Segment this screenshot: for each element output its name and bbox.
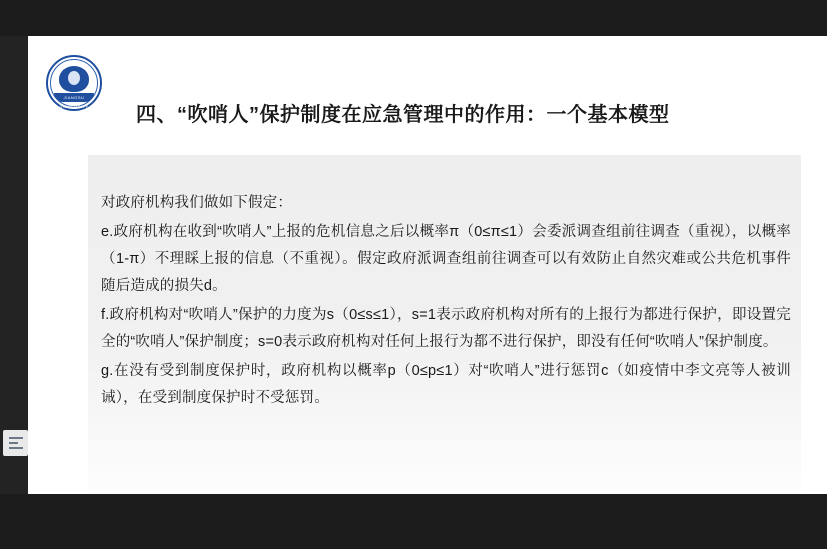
emblem-crest [59, 66, 89, 92]
university-emblem-icon [46, 55, 104, 113]
notes-line-1 [9, 437, 23, 439]
emblem-band-text: JIANGSU UNIVERSITY [59, 95, 89, 109]
paragraph-intro: 对政府机构我们做如下假定： [101, 195, 293, 211]
notes-line-2 [9, 442, 18, 444]
notes-panel-icon[interactable] [3, 430, 28, 456]
notes-line-3 [9, 447, 23, 449]
left-rail [0, 36, 28, 494]
content-panel [88, 155, 801, 496]
paragraph-assumption-f: f.政府机构对“吹哨人”保护的力度为s（0≤s≤1），s=1表示政府机构对所有的上报行为都进行保护，即设置完全的“吹哨人”保护制度；s=0表示政府机构对任何上报行为都不进行保护，即没有任何“吹哨人”保护制度。 [101, 307, 791, 350]
top-letterbox-bar [0, 0, 827, 36]
bottom-letterbox-bar [0, 494, 827, 549]
slide-canvas [28, 36, 827, 494]
paragraph-assumption-g: g.在没有受到制度保护时，政府机构以概率p（0≤p≤1）对“吹哨人”进行惩罚c（如疫情中李文亮等人被训诫），在受到制度保护时不受惩罚。 [101, 363, 791, 406]
content-text-block [101, 190, 791, 414]
paragraph-assumption-e: e.政府机构在收到“吹哨人”上报的危机信息之后以概率π（0≤π≤1）会委派调查组前往调查（重视），以概率（1-π）不理睬上报的信息（不重视）。假定政府派调查组前往调查可以有效防止自然灾难或公共危机事件随后造成的损失d。 [101, 224, 791, 294]
emblem-band [54, 93, 94, 109]
slide-title: 四、“吹哨人”保护制度在应急管理中的作用：一个基本模型 [136, 104, 670, 126]
